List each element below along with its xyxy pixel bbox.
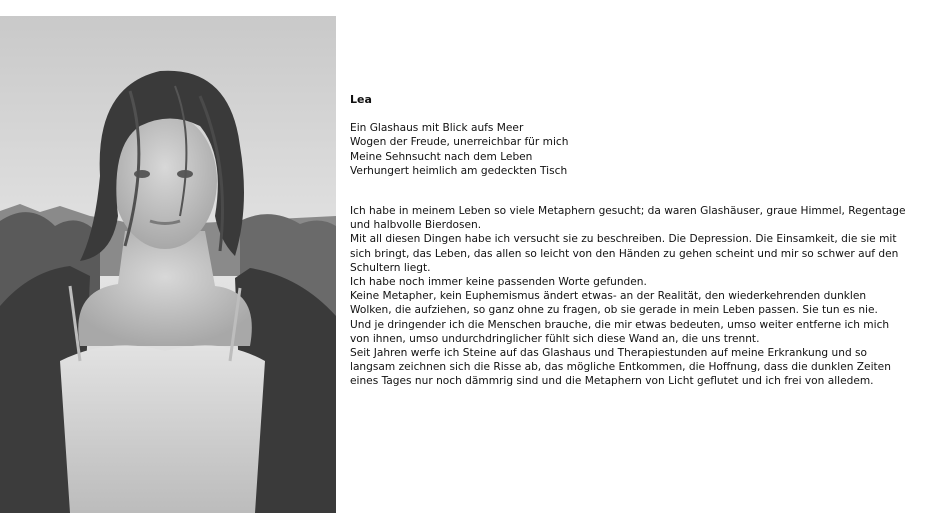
poem-line: Meine Sehnsucht nach dem Leben (350, 150, 533, 163)
prose-paragraph: Ich habe noch immer keine passenden Worte gefunden. (350, 276, 647, 289)
poem-line: Ein Glashaus mit Blick aufs Meer (350, 122, 524, 135)
prose-paragraph: Seit Jahren werfe ich Steine auf das Glashaus und Therapiestunden auf meine Erkrankung und so langsam zeichnen sich die Risse ab, das mögliche Entkommen, die Hoffnung, dass die dunklen Zeiten eines Tages nur noch dämmrig sind und die Metaphern von Licht geflutet und ich frei von alledem. (350, 347, 891, 388)
prose-paragraph: Ich habe in meinem Leben so viele Metaphern gesucht; da waren Glashäuser, graue Himmel, Regentage und halbvolle Bierdosen. (350, 205, 906, 232)
prose-paragraph: Und je dringender ich die Menschen brauche, die mir etwas bedeuten, umso weiter entferne ich mich von ihnen, umso undurchdringlicher fühlt sich diese Wand an, die uns trennt. (350, 318, 890, 345)
text-content (350, 93, 910, 389)
poem (350, 121, 910, 178)
portrait-photo (0, 16, 336, 513)
poem-line: Wogen der Freude, unerreichbar für mich (350, 136, 569, 149)
prose-paragraph: Mit all diesen Dingen habe ich versucht sie zu beschreiben. Die Depression. Die Einsamkeit, die sie mit sich bringt, das Leben, das allen so leicht von den Händen zu gehen scheint und mir so schwer auf den Schultern liegt. (350, 233, 899, 274)
prose (350, 204, 910, 389)
poem-line: Verhungert heimlich am gedeckten Tisch (350, 164, 568, 177)
portrait-illustration (0, 16, 336, 513)
prose-paragraph: Keine Metapher, kein Euphemismus ändert etwas- an der Realität, den wiederkehrenden dunklen Wolken, die aufziehen, so ganz ohne zu fragen, ob sie gerade in mein Leben passen. Sie tun es nie. (350, 290, 878, 317)
page-title: Lea (350, 93, 372, 106)
